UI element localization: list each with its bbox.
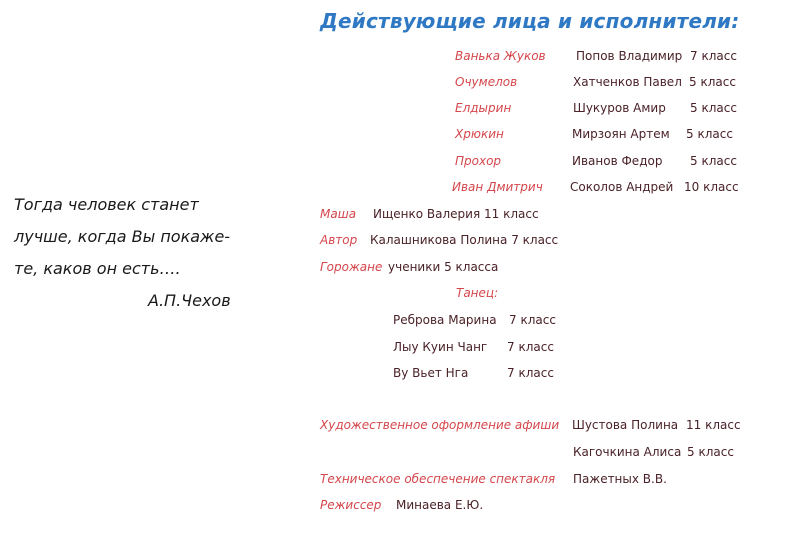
dance-member-name: Лыу Куин Чанг bbox=[393, 340, 488, 354]
dance-member-name: Реброва Марина bbox=[393, 313, 497, 327]
crew-poster-name: Кагочкина Алиса bbox=[573, 445, 682, 459]
dance-member-grade: 7 класс bbox=[507, 366, 554, 380]
cast-role: Иван Дмитрич bbox=[452, 180, 543, 194]
cast-grade: 5 класс bbox=[686, 127, 733, 141]
cast-role: Елдырин bbox=[455, 101, 512, 115]
cast-grade: 5 класс bbox=[690, 101, 737, 115]
cast-role: Прохор bbox=[455, 154, 502, 168]
crew-tech-role: Техническое обеспечение спектакля bbox=[320, 472, 556, 486]
cast-actor: Попов Владимир bbox=[576, 49, 683, 63]
page-title: Действующие лица и исполнители: bbox=[320, 9, 740, 33]
cast-grade: 7 класс bbox=[690, 49, 737, 63]
dance-label: Танец: bbox=[456, 286, 499, 300]
extra-actor: Калашникова Полина 7 класс bbox=[370, 233, 559, 247]
cast-grade: 5 класс bbox=[689, 75, 736, 89]
crew-tech-person: Пажетных В.В. bbox=[573, 472, 667, 486]
epigraph-author: А.П.Чехов bbox=[148, 291, 231, 310]
cast-actor: Мирзоян Артем bbox=[572, 127, 670, 141]
dance-member-grade: 7 класс bbox=[507, 340, 554, 354]
crew-poster-name: Шустова Полина bbox=[572, 418, 679, 432]
cast-actor: Шукуров Амир bbox=[573, 101, 666, 115]
dance-member-grade: 7 класс bbox=[509, 313, 556, 327]
cast-grade: 10 класс bbox=[684, 180, 739, 194]
extra-actor: ученики 5 класса bbox=[388, 260, 499, 274]
epigraph-line-2: лучше, когда Вы покаже- bbox=[14, 227, 231, 246]
crew-poster-grade: 5 класс bbox=[687, 445, 734, 459]
cast-role: Хрюкин bbox=[455, 127, 504, 141]
dance-member-name: Ву Вьет Нга bbox=[393, 366, 469, 380]
extra-role: Маша bbox=[320, 207, 357, 221]
extra-role: Автор bbox=[320, 233, 358, 247]
cast-role: Очумелов bbox=[455, 75, 518, 89]
crew-poster-grade: 11 класс bbox=[686, 418, 741, 432]
crew-director-person: Минаева Е.Ю. bbox=[396, 498, 484, 512]
extra-role: Горожане bbox=[320, 260, 383, 274]
extra-actor: Ищенко Валерия 11 класс bbox=[373, 207, 539, 221]
cast-actor: Соколов Андрей bbox=[570, 180, 674, 194]
cast-actor: Иванов Федор bbox=[572, 154, 663, 168]
cast-grade: 5 класс bbox=[690, 154, 737, 168]
crew-director-role: Режиссер bbox=[320, 498, 382, 512]
epigraph-line-1: Тогда человек станет bbox=[14, 195, 199, 214]
crew-poster-role: Художественное оформление афиши bbox=[320, 418, 560, 432]
cast-actor: Хатченков Павел bbox=[573, 75, 682, 89]
epigraph-line-3: те, каков он есть…. bbox=[14, 259, 181, 278]
cast-role: Ванька Жуков bbox=[455, 49, 546, 63]
